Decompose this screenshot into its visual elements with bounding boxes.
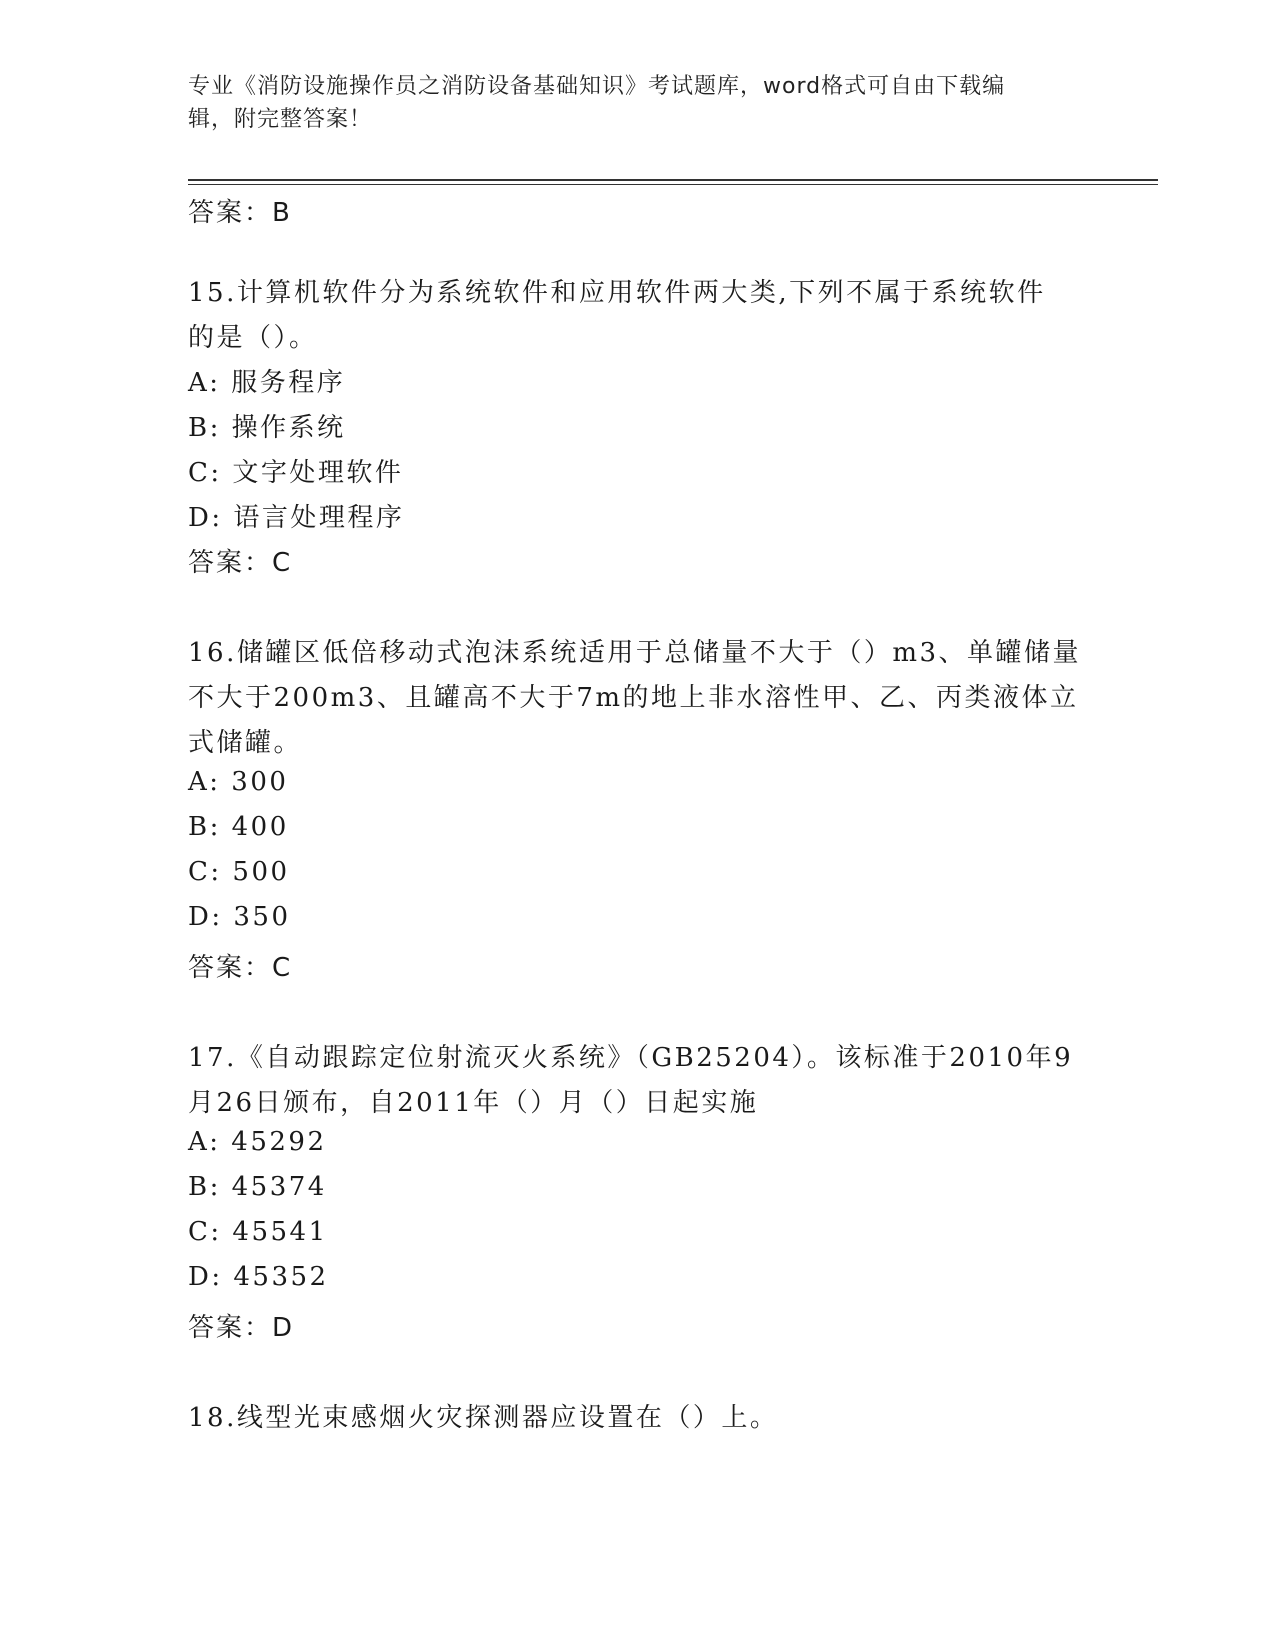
question-16-text-line-3: 式储罐。 xyxy=(188,728,303,758)
question-17-text-line-1: 17.《自动跟踪定位射流灭火系统》（GB25204）。该标准于2010年9 xyxy=(188,1043,1074,1073)
question-15-option-d: D: 语言处理程序 xyxy=(188,503,405,533)
question-16-option-c: C: 500 xyxy=(188,857,290,887)
header-line-1: 专业《消防设施操作员之消防设备基础知识》考试题库，word格式可自由下载编 xyxy=(188,74,1006,99)
question-15-option-b: B: 操作系统 xyxy=(188,413,346,443)
header-line-2: 辑，附完整答案！ xyxy=(188,107,373,132)
question-17-option-c: C: 45541 xyxy=(188,1217,328,1247)
question-17-option-d: D: 45352 xyxy=(188,1262,329,1292)
question-17-text-line-2: 月26日颁布，自2011年（）月（）日起实施 xyxy=(188,1088,759,1118)
question-16-text-line-1: 16.储罐区低倍移动式泡沫系统适用于总储量不大于（）m3、单罐储量 xyxy=(188,638,1082,668)
question-15-answer: 答案：C xyxy=(188,548,293,578)
question-16-answer: 答案：C xyxy=(188,953,293,983)
page-header xyxy=(188,70,1088,136)
question-16-option-a: A: 300 xyxy=(188,767,289,797)
previous-answer: 答案：B xyxy=(188,198,292,228)
question-17-answer: 答案：D xyxy=(188,1313,295,1343)
header-divider-thin xyxy=(188,184,1158,185)
question-18-text-line-1: 18.线型光束感烟火灾探测器应设置在（）上。 xyxy=(188,1403,779,1433)
question-15-text-line-2: 的是（）。 xyxy=(188,323,318,353)
question-17-option-b: B: 45374 xyxy=(188,1172,327,1202)
header-divider xyxy=(188,179,1158,181)
question-15-option-c: C: 文字处理软件 xyxy=(188,458,404,488)
question-15-text-line-1: 15.计算机软件分为系统软件和应用软件两大类,下列不属于系统软件 xyxy=(188,278,1046,308)
question-17-option-a: A: 45292 xyxy=(188,1127,327,1157)
question-16-option-d: D: 350 xyxy=(188,902,291,932)
question-16-option-b: B: 400 xyxy=(188,812,289,842)
question-15-option-a: A: 服务程序 xyxy=(188,368,346,398)
question-16-text-line-2: 不大于200m3、且罐高不大于7m的地上非水溶性甲、乙、丙类液体立 xyxy=(188,683,1079,713)
